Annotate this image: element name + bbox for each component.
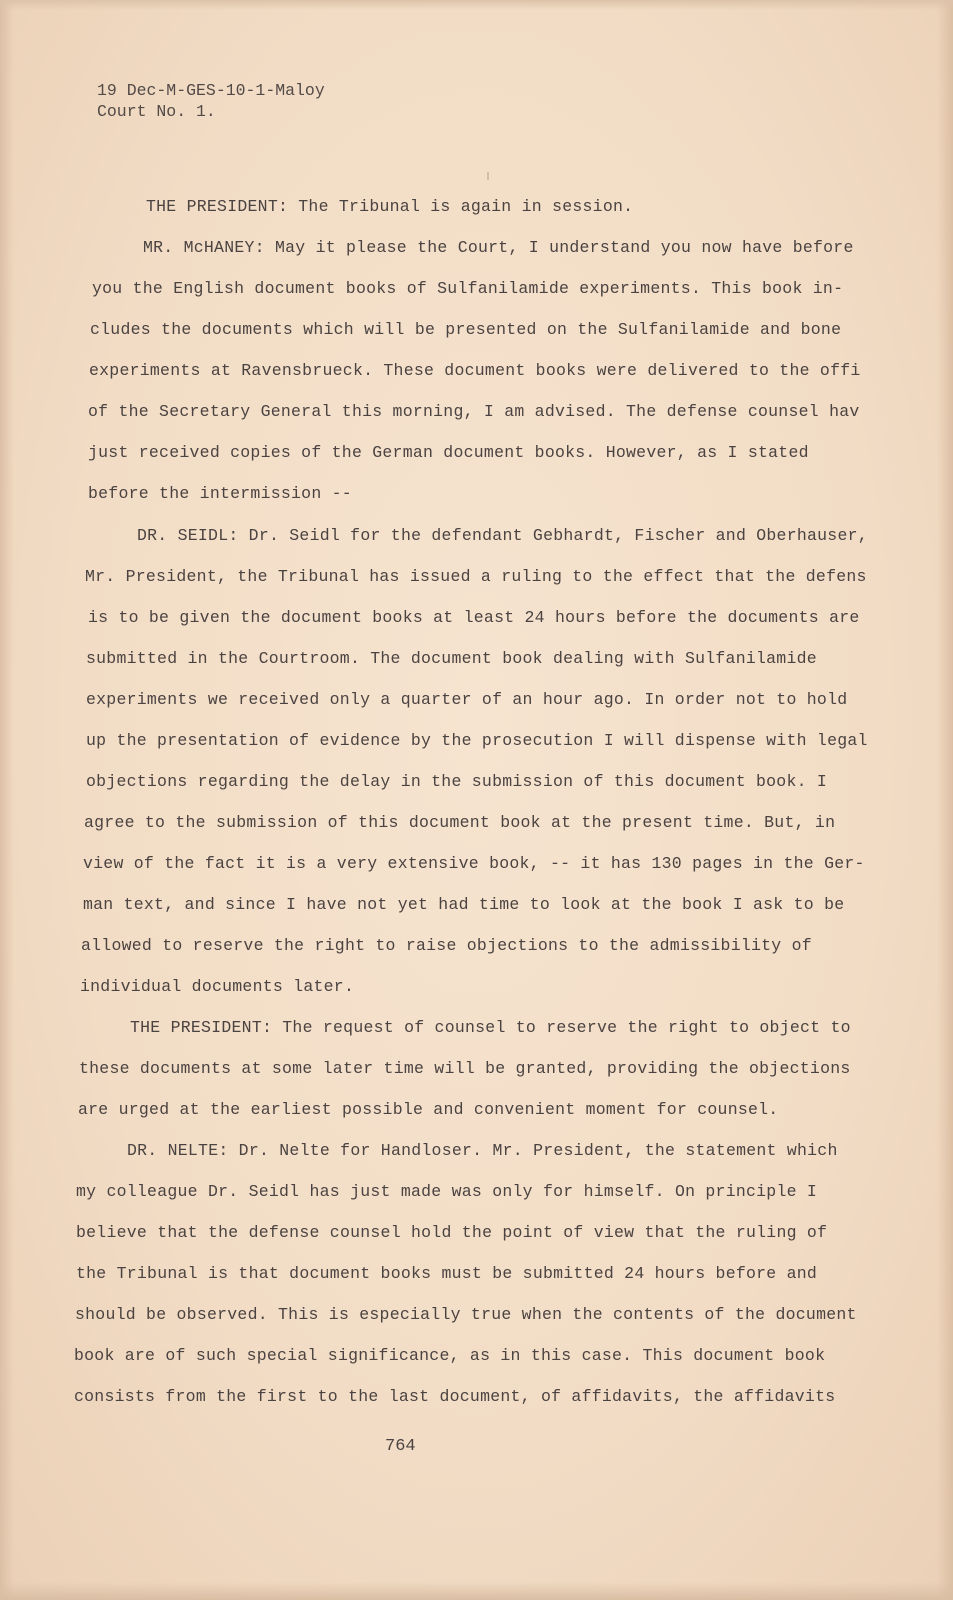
transcript-line: are urged at the earliest possible and convenient moment for counsel. bbox=[78, 1100, 779, 1119]
page-number: 764 bbox=[385, 1437, 416, 1456]
transcript-line: DR. NELTE: Dr. Nelte for Handloser. Mr. President, the statement which bbox=[127, 1141, 838, 1160]
transcript-line: is to be given the document books at least 24 hours before the documents are bbox=[88, 608, 860, 627]
transcript-line: MR. McHANEY: May it please the Court, I understand you now have before bbox=[143, 238, 854, 257]
transcript-line: THE PRESIDENT: The Tribunal is again in session. bbox=[146, 197, 634, 216]
transcript-line: just received copies of the German document books. However, as I stated bbox=[88, 443, 809, 462]
transcript-line: believe that the defense counsel hold the point of view that the ruling of bbox=[76, 1223, 828, 1242]
transcript-line: you the English document books of Sulfanilamide experiments. This book in- bbox=[92, 279, 844, 298]
paper-edge-right bbox=[937, 0, 953, 1600]
transcript-line: before the intermission -- bbox=[88, 484, 352, 503]
transcript-line: individual documents later. bbox=[80, 977, 355, 996]
paper-edge-top bbox=[0, 0, 953, 10]
transcript-line: the Tribunal is that document books must be submitted 24 hours before and bbox=[76, 1264, 818, 1283]
header-reference: 19 Dec-M-GES-10-1-Maloy bbox=[97, 81, 325, 100]
transcript-line: allowed to reserve the right to raise objections to the admissibility of bbox=[81, 936, 812, 955]
header-court: Court No. 1. bbox=[97, 102, 216, 121]
transcript-line: experiments at Ravensbrueck. These document books were delivered to the offi bbox=[89, 361, 861, 380]
transcript-line: book are of such special significance, as in this case. This document book bbox=[74, 1346, 826, 1365]
transcript-line: experiments we received only a quarter of an hour ago. In order not to hold bbox=[86, 690, 848, 709]
transcript-line: my colleague Dr. Seidl has just made was only for himself. On principle I bbox=[76, 1182, 818, 1201]
transcript-line: THE PRESIDENT: The request of counsel to reserve the right to object to bbox=[130, 1018, 851, 1037]
transcript-line: these documents at some later time will be granted, providing the objections bbox=[79, 1059, 851, 1078]
transcript-line: of the Secretary General this morning, I am advised. The defense counsel hav bbox=[88, 402, 860, 421]
transcript-line: up the presentation of evidence by the prosecution I will dispense with legal bbox=[86, 731, 868, 750]
transcript-line: DR. SEIDL: Dr. Seidl for the defendant Gebhardt, Fischer and Oberhauser, bbox=[137, 526, 868, 545]
document-header bbox=[97, 80, 325, 122]
transcript-line: objections regarding the delay in the submission of this document book. I bbox=[86, 772, 828, 791]
transcript-line: should be observed. This is especially true when the contents of the document bbox=[75, 1305, 857, 1324]
transcript-line: Mr. President, the Tribunal has issued a ruling to the effect that the defens bbox=[85, 567, 867, 586]
transcript-line: view of the fact it is a very extensive book, -- it has 130 pages in the Ger- bbox=[83, 854, 865, 873]
transcript-line: agree to the submission of this document book at the present time. But, in bbox=[84, 813, 836, 832]
paper-mark bbox=[487, 172, 489, 180]
transcript-line: submitted in the Courtroom. The document book dealing with Sulfanilamide bbox=[86, 649, 817, 668]
transcript-line: consists from the first to the last document, of affidavits, the affidavits bbox=[74, 1387, 836, 1406]
transcript-line: cludes the documents which will be presented on the Sulfanilamide and bone bbox=[90, 320, 842, 339]
transcript-line: man text, and since I have not yet had time to look at the book I ask to be bbox=[83, 895, 845, 914]
paper-edge-left bbox=[0, 0, 14, 1600]
paper-edge-bottom bbox=[0, 1582, 953, 1600]
